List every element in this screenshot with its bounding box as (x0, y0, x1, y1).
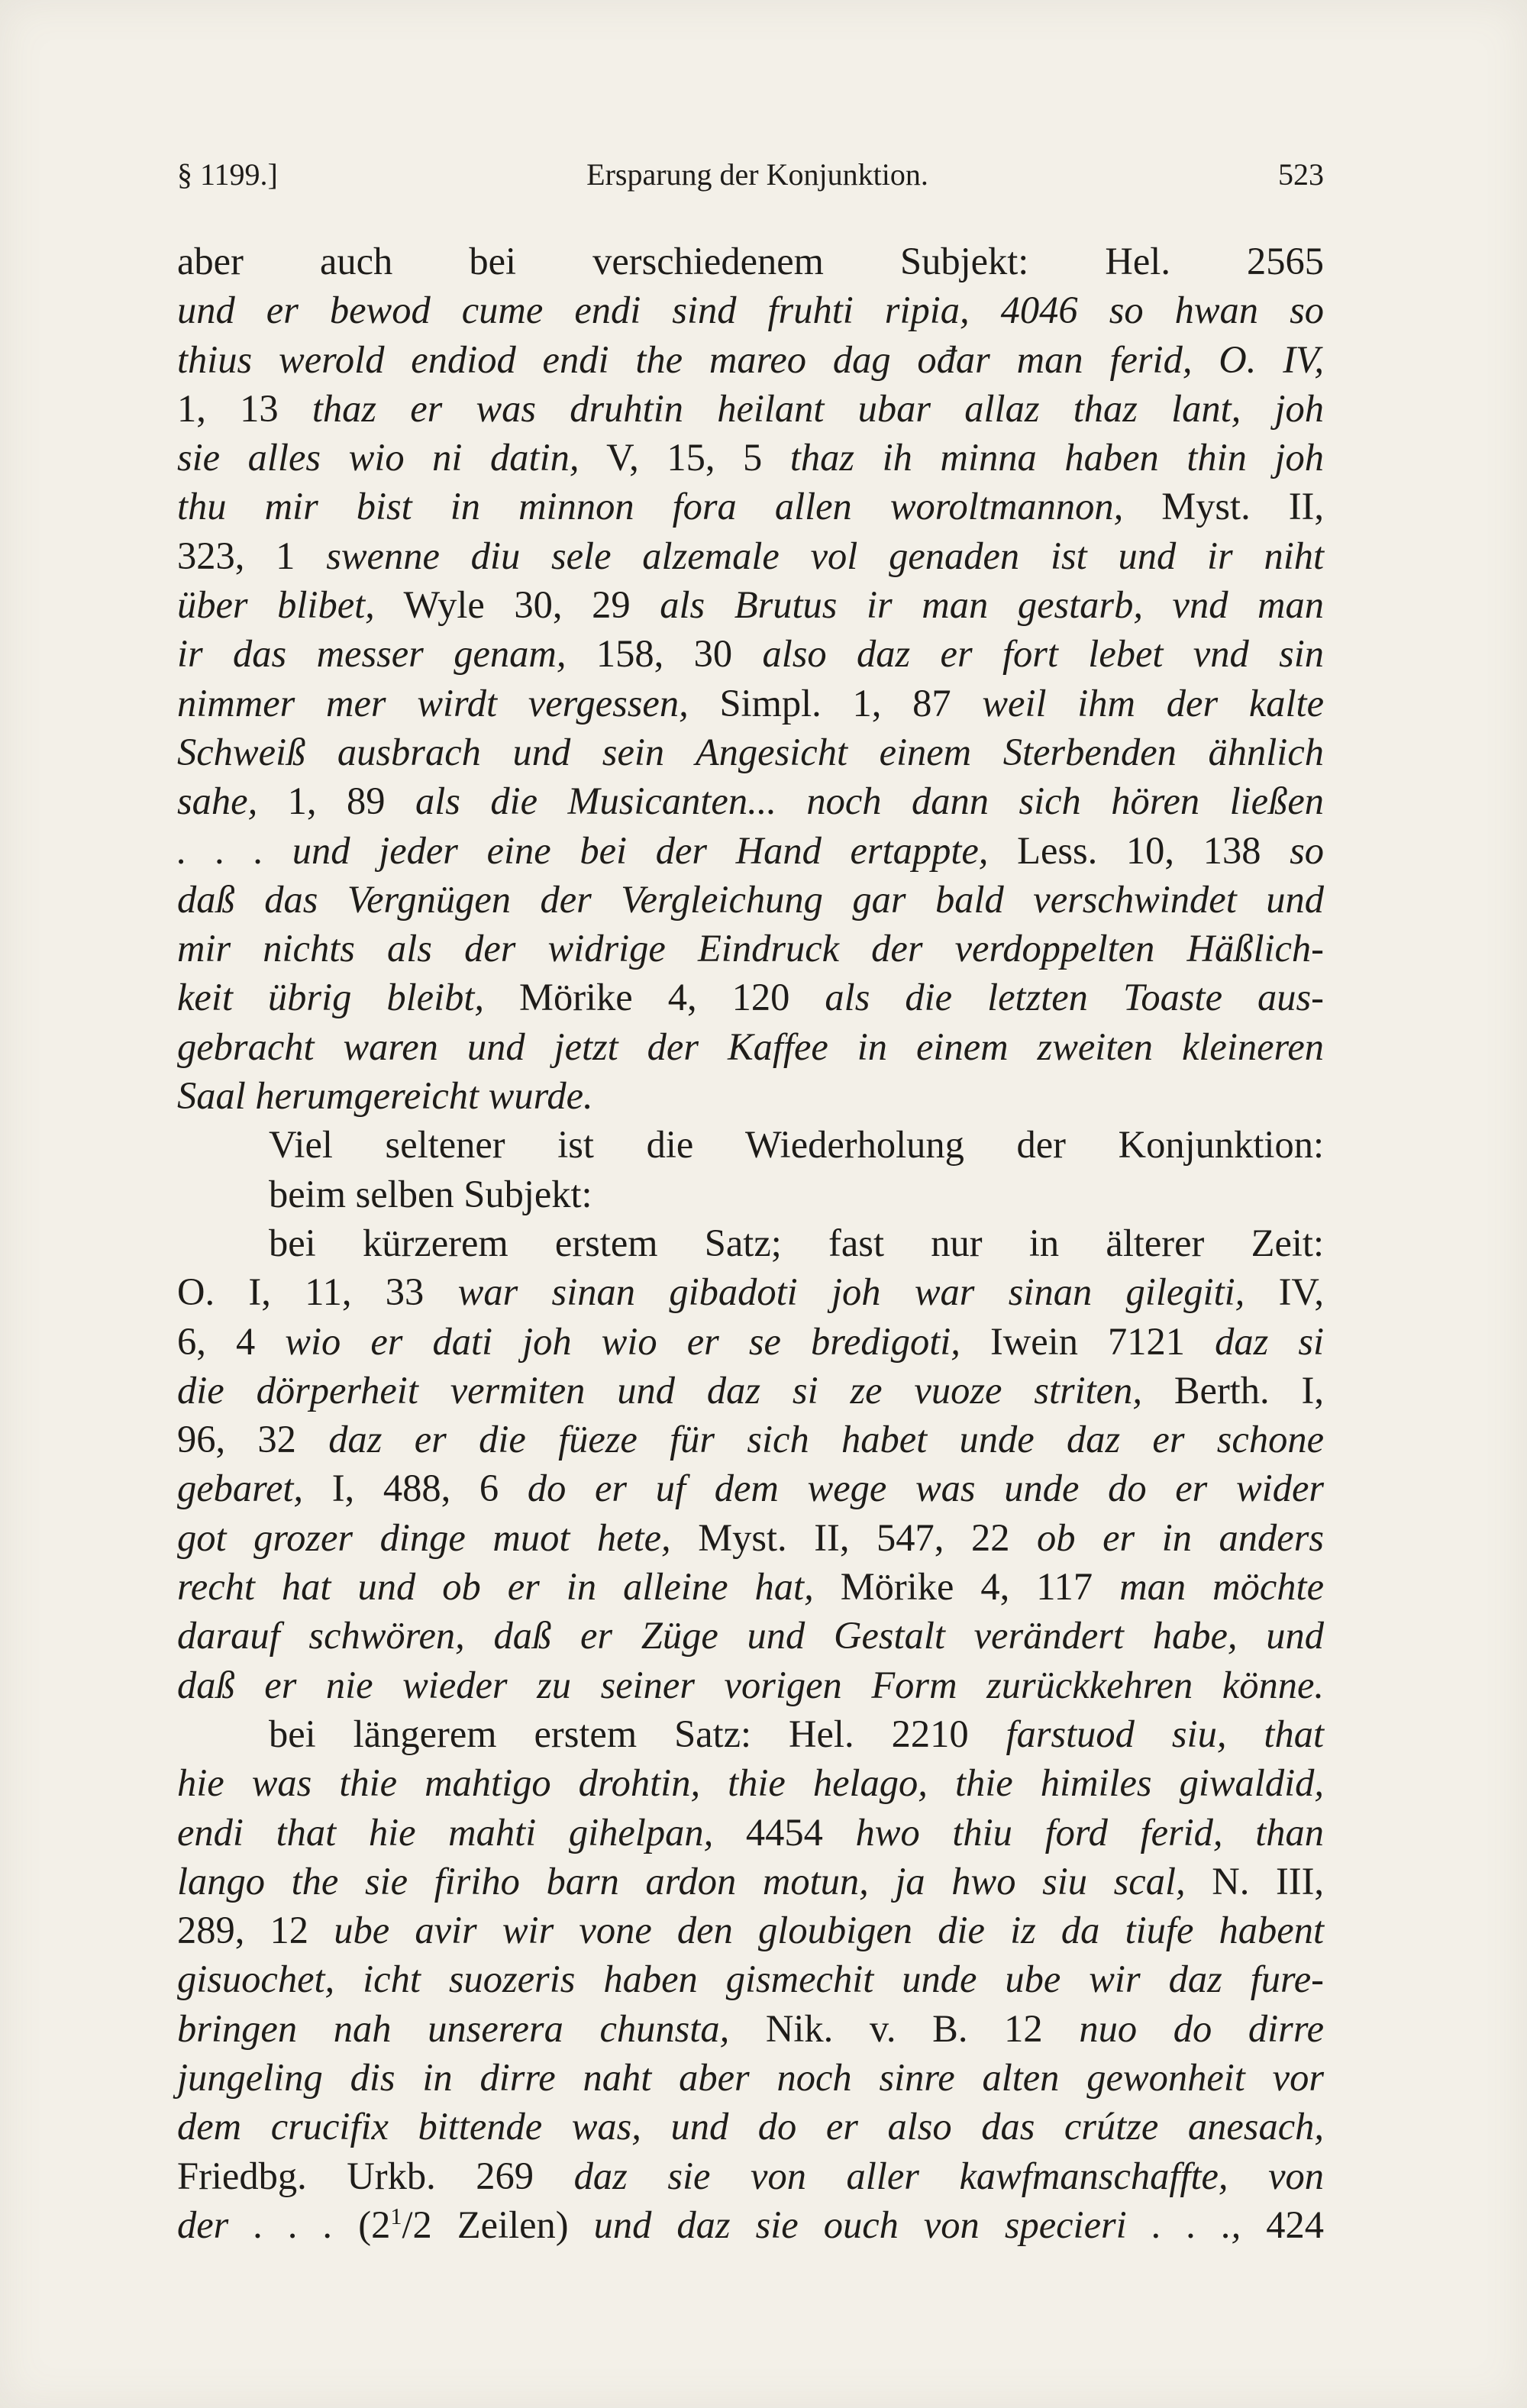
text-line: gisuochet, icht suozeris haben gismechit unde ube wir daz fure- (177, 1958, 1324, 2001)
text-line: 323, 1 swenne diu sele alzemale vol genaden ist und ir niht (177, 534, 1325, 577)
text-line: Schweiß ausbrach und sein Angesicht einem Sterbenden ähnlich (177, 730, 1324, 773)
text-line: nimmer mer wirdt vergessen, Simpl. 1, 87 weil ihm der kalte (177, 681, 1324, 725)
paragraph-start-line: bei kürzerem erstem Satz; fast nur in älterer Zeit: (269, 1221, 1324, 1264)
text-line: mir nichts als der widrige Eindruck der verdoppelten Häßlich- (177, 927, 1324, 970)
text-line: bringen nah unserera chunsta, Nik. v. B. 12 nuo do dirre (177, 2006, 1325, 2050)
text-line: 6, 4 wio er dati joh wio er se bredigoti, Iwein 7121 daz si (177, 1319, 1325, 1363)
text-line: und er bewod cume endi sind fruhti ripia, 4046 so hwan so (177, 289, 1324, 332)
text-line: 96, 32 daz er die füeze für sich habet unde daz er schone (177, 1418, 1325, 1461)
subheading-line: beim selben Subjekt: (269, 1172, 592, 1215)
text-line: lango the sie firiho barn ardon motun, ja hwo siu scal, N. III, (177, 1859, 1325, 1903)
text-line: die dörperheit vermiten und daz si ze vuoze striten, Berth. I, (177, 1368, 1324, 1412)
text-line: 1, 13 thaz er was druhtin heilant ubar allaz thaz lant, joh (177, 386, 1325, 430)
text-line: über blibet, Wyle 30, 29 als Brutus ir man gestarb, vnd man (177, 583, 1325, 627)
text-line: sie alles wio ni datin, V, 15, 5 thaz ih minna haben thin joh (177, 436, 1324, 479)
text-line: got grozer dinge muot hete, Myst. II, 547, 22 ob er in anders (177, 1515, 1324, 1559)
text-line: recht hat und ob er in alleine hat, Mörike 4, 117 man möchte (177, 1565, 1325, 1609)
text-line: dem crucifix bittende was, und do er also das crútze anesach, (177, 2105, 1324, 2148)
text-line: darauf schwören, daß er Züge und Gestalt verändert habe, und (177, 1614, 1324, 1658)
text-line: thius werold endiod endi the mareo dag ođar man ferid, O. IV, (177, 337, 1324, 381)
paragraph-start-line: bei längerem erstem Satz: Hel. 2210 farstuod siu, that (269, 1712, 1324, 1755)
text-line: hie was thie mahtigo drohtin, thie helago, thie himiles giwaldid, (177, 1761, 1324, 1805)
text-line: Saal herumgereicht wurde. (177, 1074, 593, 1118)
text-line: der . . . ($2^1/2$ Zeilen) und daz sie ouch von specieri . . ., 424 (177, 2203, 1325, 2246)
page-number: 523 (1278, 157, 1324, 192)
text-line: sahe, 1, 89 als die Musicanten... noch dann sich hören ließen (177, 780, 1325, 823)
text-line: aber auch bei verschiedenem Subjekt: Hel. 2565 (177, 240, 1324, 282)
running-header (177, 157, 1324, 202)
text-line: ir das messer genam, 158, 30 also daz er fort lebet vnd sin (177, 632, 1325, 676)
section-reference: § 1199.] (177, 157, 278, 192)
text-line: Friedbg. Urkb. 269 daz sie von aller kawfmanschaffte, von (177, 2154, 1324, 2197)
body-text (177, 237, 1324, 2249)
text-line: keit übrig bleibt, Mörike 4, 120 als die letzten Toaste aus- (177, 976, 1324, 1019)
text-line: daß er nie wieder zu seiner vorigen Form zurückkehren könne. (177, 1663, 1324, 1706)
text-line: gebracht waren und jetzt der Kaffee in einem zweiten kleineren (177, 1025, 1324, 1068)
text-line: O. I, 11, 33 war sinan gibadoti joh war sinan gilegiti, IV, (177, 1270, 1325, 1314)
text-line: 289, 12 ube avir wir vone den gloubigen die iz da tiufe habent (177, 1909, 1324, 1952)
text-line: thu mir bist in minnon fora allen woroltmannon, Myst. II, (177, 485, 1325, 528)
text-line: daß das Vergnügen der Vergleichung gar bald verschwindet und (177, 877, 1324, 921)
text-line: gebaret, I, 488, 6 do er uf dem wege was unde do er wider (177, 1467, 1325, 1510)
text-line: . . . und jeder eine bei der Hand ertappte, Less. 10, 138 so (177, 828, 1325, 872)
text-line: jungeling dis in dirre naht aber noch sinre alten gewonheit vor (177, 2055, 1324, 2099)
text-line: endi that hie mahti gihelpan, 4454 hwo thiu ford ferid, than (177, 1810, 1324, 1854)
paragraph-start-line: Viel seltener ist die Wiederholung der Konjunktion: (269, 1123, 1324, 1167)
running-title: Ersparung der Konjunktion. (586, 157, 928, 192)
